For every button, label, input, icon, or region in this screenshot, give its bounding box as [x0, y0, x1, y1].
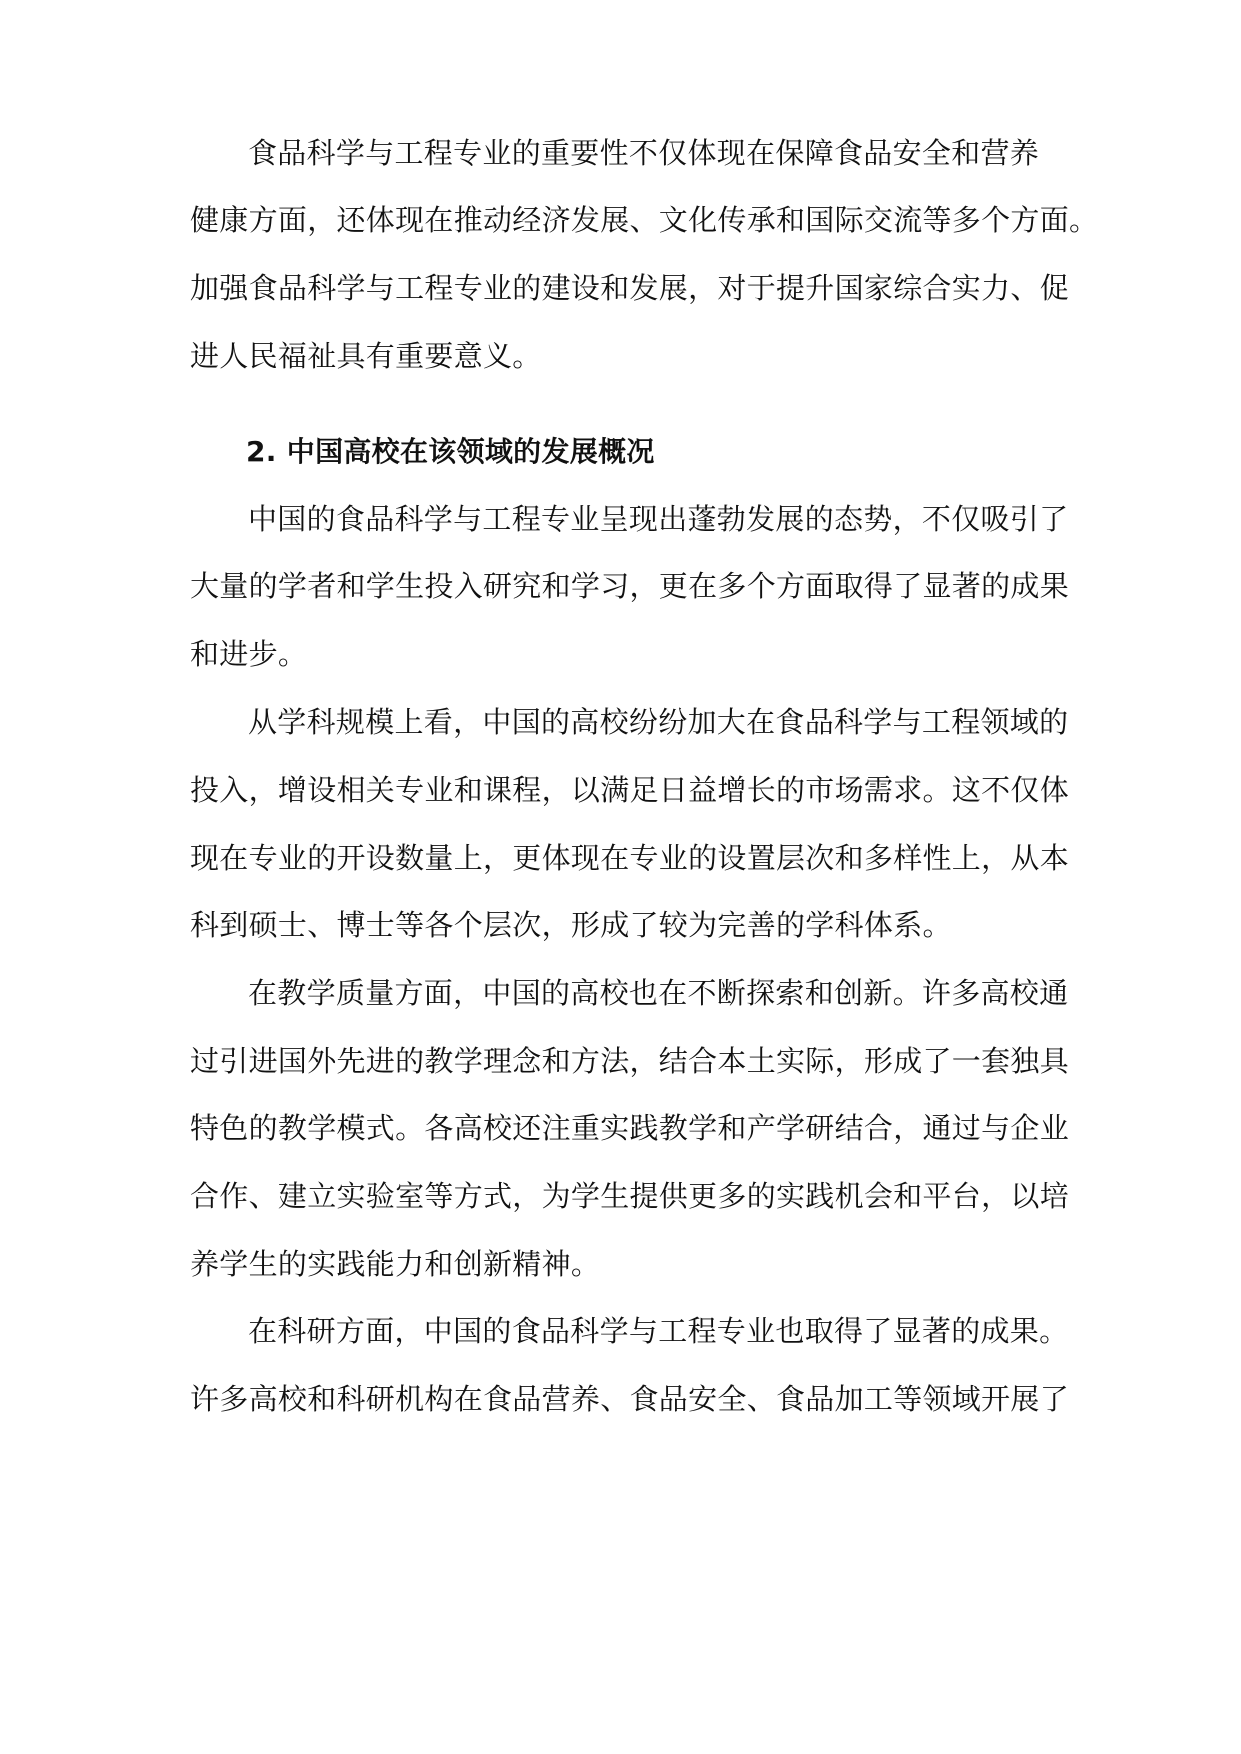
paragraph-2-line-2: 大量的学者和学生投入研究和学习，更在多个方面取得了显著的成果: [190, 569, 1070, 603]
paragraph-1-line-4: 进人民福祉具有重要意义。: [190, 339, 542, 373]
paragraph-4-line-3: 特色的教学模式。各高校还注重实践教学和产学研结合，通过与企业: [190, 1111, 1070, 1145]
paragraph-5-line-2: 许多高校和科研机构在食品营养、食品安全、食品加工等领域开展了: [190, 1382, 1070, 1416]
section-heading: 2. 中国高校在该领域的发展概况: [246, 435, 655, 468]
paragraph-4-line-2: 过引进国外先进的教学理念和方法，结合本土实际，形成了一套独具: [190, 1044, 1070, 1078]
paragraph-1-line-2: 健康方面，还体现在推动经济发展、文化传承和国际交流等多个方面。: [190, 203, 1099, 237]
paragraph-3-line-1: 从学科规模上看，中国的高校纷纷加大在食品科学与工程领域的: [248, 705, 1069, 739]
paragraph-3-line-3: 现在专业的开设数量上，更体现在专业的设置层次和多样性上，从本: [190, 841, 1070, 875]
paragraph-2-line-1: 中国的食品科学与工程专业呈现出蓬勃发展的态势，不仅吸引了: [248, 502, 1069, 536]
paragraph-5-line-1: 在科研方面，中国的食品科学与工程专业也取得了显著的成果。: [248, 1314, 1069, 1348]
paragraph-4-line-4: 合作、建立实验室等方式，为学生提供更多的实践机会和平台，以培: [190, 1179, 1070, 1213]
paragraph-4-line-5: 养学生的实践能力和创新精神。: [190, 1247, 601, 1281]
paragraph-1-line-1: 食品科学与工程专业的重要性不仅体现在保障食品安全和营养: [248, 136, 1040, 170]
paragraph-2-line-3: 和进步。: [190, 637, 308, 671]
paragraph-3-line-4: 科到硕士、博士等各个层次，形成了较为完善的学科体系。: [190, 908, 952, 942]
paragraph-1-line-3: 加强食品科学与工程专业的建设和发展，对于提升国家综合实力、促: [190, 271, 1070, 305]
paragraph-4-line-1: 在教学质量方面，中国的高校也在不断探索和创新。许多高校通: [248, 976, 1069, 1010]
paragraph-3-line-2: 投入，增设相关专业和课程，以满足日益增长的市场需求。这不仅体: [190, 773, 1070, 807]
